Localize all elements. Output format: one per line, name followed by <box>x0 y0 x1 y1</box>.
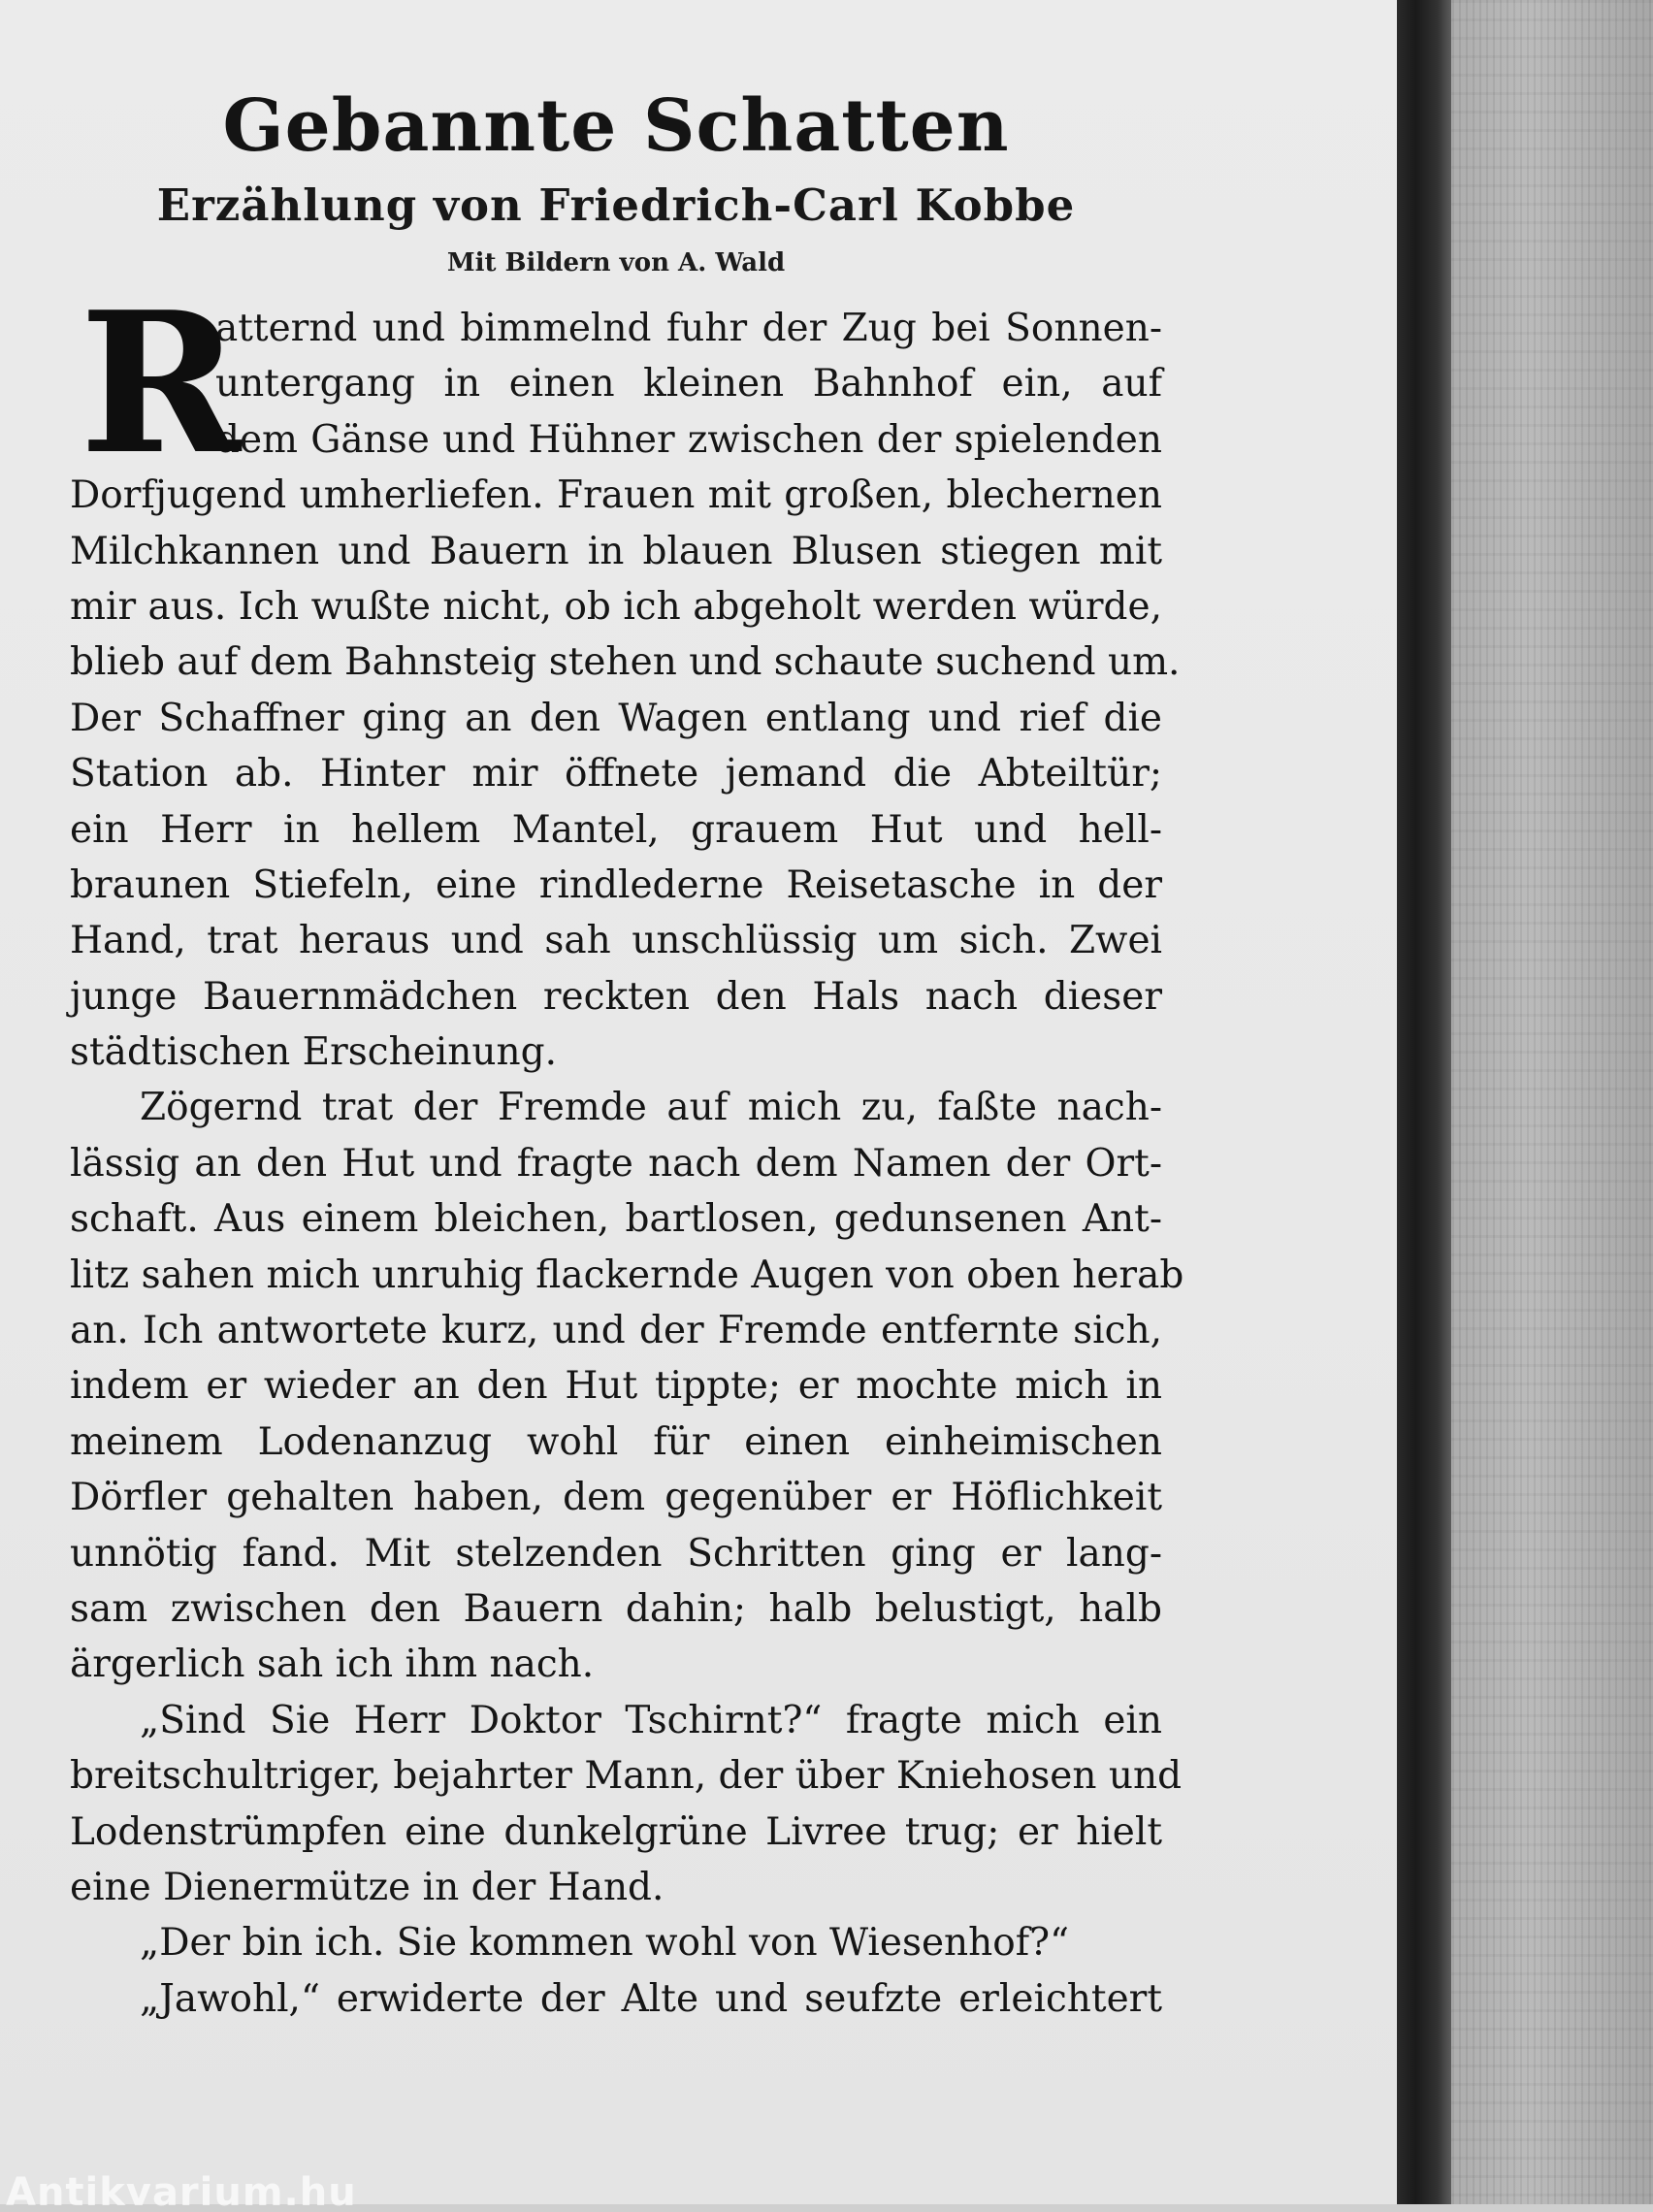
text-line: dem Gänse und Hühner zwischen der spielenden <box>215 417 1162 462</box>
text-line: „Der bin ich. Sie kommen wohl von Wiesenhof?“ <box>140 1921 1070 1966</box>
text-line: Milchkannen und Bauern in blauen Blusen stiegen mit <box>70 529 1162 573</box>
text-line: „Jawohl,“ erwiderte der Alte und seufzte erleichtert <box>140 1976 1162 2021</box>
text-line: atternd und bimmelnd fuhr der Zug bei Sonnen- <box>215 307 1162 350</box>
text-line: sam zwischen den Bauern dahin; halb belustigt, halb <box>70 1586 1162 1631</box>
drop-cap: R <box>80 270 242 498</box>
text-line: städtischen Erscheinung. <box>70 1030 557 1075</box>
text-line: indem er wieder an den Hut tippte; er mochte mich in <box>70 1364 1162 1409</box>
page-edge-shadow <box>1397 0 1451 2204</box>
text-line: junge Bauernmädchen reckten den Hals nach dieser <box>70 974 1162 1019</box>
site-watermark: Antikvarium.hu <box>6 2173 357 2212</box>
text-line: Dörfler gehalten haben, dem gegenüber er Höflichkeit <box>70 1476 1162 1520</box>
story-title: Gebannte Schatten <box>222 84 1010 168</box>
text-line: eine Dienermütze in der Hand. <box>70 1865 664 1909</box>
text-line: blieb auf dem Bahnsteig stehen und schaute suchend um. <box>70 640 1181 685</box>
text-line: Station ab. Hinter mir öffnete jemand die Abteiltür; <box>70 752 1162 797</box>
text-line: Dorfjugend umherliefen. Frauen mit großen, blechernen <box>70 473 1162 518</box>
text-line: litz sahen mich unruhig flackernde Augen von oben herab <box>70 1252 1184 1297</box>
story-subtitle: Erzählung von Friedrich-Carl Kobbe <box>156 179 1076 231</box>
text-line: ärgerlich sah ich ihm nach. <box>70 1643 595 1687</box>
text-line: Lodenstrümpfen eine dunkelgrüne Livree trug; er hielt <box>70 1809 1162 1854</box>
text-line: lässig an den Hut und fragte nach dem Namen der Ort- <box>70 1141 1162 1186</box>
text-line: meinem Lodenanzug wohl für einen einheimischen <box>70 1419 1162 1464</box>
text-line: mir aus. Ich wußte nicht, ob ich abgeholt werden würde, <box>70 584 1162 629</box>
text-line: ein Herr in hellem Mantel, grauem Hut und hell- <box>70 807 1162 852</box>
text-line: braunen Stiefeln, eine rindlederne Reisetasche in der <box>70 862 1162 907</box>
text-line: „Sind Sie Herr Doktor Tschirnt?“ fragte mich ein <box>140 1698 1162 1742</box>
text-line: schaft. Aus einem bleichen, bartlosen, gedunsenen Ant- <box>70 1197 1162 1242</box>
text-line: Der Schaffner ging an den Wagen entlang und rief die <box>70 696 1162 740</box>
text-line: Zögernd trat der Fremde auf mich zu, faßte nach- <box>140 1086 1162 1130</box>
background-surface <box>1445 0 1653 2204</box>
story-body <box>70 270 1184 2027</box>
text-line: breitschultriger, bejahrter Mann, der über Kniehosen und <box>70 1754 1183 1799</box>
text-line: untergang in einen kleinen Bahnhof ein, auf <box>215 362 1162 407</box>
text-line: unnötig fand. Mit stelzenden Schritten ging er lang- <box>70 1531 1162 1576</box>
illustration-credit: Mit Bildern von A. Wald <box>446 248 786 277</box>
text-line: an. Ich antwortete kurz, und der Fremde entfernte sich, <box>70 1309 1162 1353</box>
text-line: Hand, trat heraus und sah unschlüssig um sich. Zwei <box>70 919 1162 963</box>
